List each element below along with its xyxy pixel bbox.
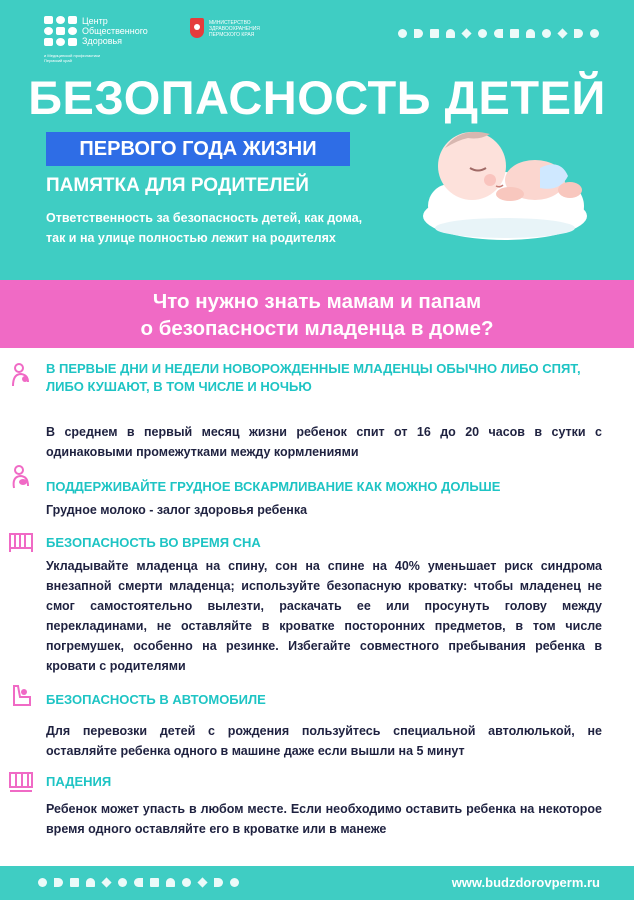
section-body: Ребенок может упасть в любом месте. Если необходимо оставить ребенка на некоторое время одного оставляйте его в кроватке или в манеже [46, 802, 602, 836]
header [0, 0, 634, 280]
subtitle-badge: ПЕРВОГО ГОДА ЖИЗНИ [46, 132, 350, 166]
crib-icon [8, 528, 34, 554]
section-heading: ПОДДЕРЖИВАЙТЕ ГРУДНОЕ ВСКАРМЛИВАНИЕ КАК МОЖНО ДОЛЬШЕ [46, 479, 501, 494]
section-heading: БЕЗОПАСНОСТЬ В АВТОМОБИЛЕ [46, 692, 266, 707]
car-seat-icon [8, 683, 34, 709]
section-body: В среднем в первый месяц жизни ребенок спит от 16 до 20 часов в сутки с одинаковыми промежутками между кормлениями [46, 425, 602, 459]
org-logo-icon [44, 16, 78, 46]
decor-pattern-top [398, 29, 599, 38]
footer [0, 866, 634, 900]
question-banner [0, 280, 634, 348]
org-subtitle: и Медицинской профилактики Пермский край [44, 53, 101, 63]
decor-pattern-bottom [38, 878, 239, 887]
section-heading: БЕЗОПАСНОСТЬ ВО ВРЕМЯ СНА [46, 535, 261, 550]
falling-icon [8, 769, 34, 795]
mother-baby-icon [8, 362, 34, 388]
section-body: Грудное молоко - залог здоровья ребенка [46, 503, 308, 517]
section-heading: В ПЕРВЫЕ ДНИ И НЕДЕЛИ НОВОРОЖДЕННЫЕ МЛАДЕНЦЫ ОБЫЧНО ЛИБО СПЯТ, ЛИБО КУШАЮТ, В ТОМ ЧИСЛЕ И НОЧЬЮ [46, 361, 581, 394]
sleeping-baby-illustration [410, 118, 600, 248]
crest-icon [190, 18, 204, 38]
section-heading: ПАДЕНИЯ [46, 774, 112, 789]
website-link[interactable]: www.budzdorovperm.ru [451, 875, 600, 890]
org-name: Центр Общественного Здоровья [82, 16, 148, 46]
section-body: Укладывайте младенца на спину, сон на спине на 40% уменьшает риск синдрома внезапной смерти младенца; используйте безопасную кроватку: чтобы младенец не смог самостоятельно вылезти, раскачать ее или просунуть голову между перекладинами, не оставляйте в кроватке посторонних предметов, в том числе погремушек, особенно на резинке. Избегайте совместного пребывания ребенка в кровати с родителями [46, 559, 602, 673]
ministry-name: МИНИСТЕРСТВО ЗДРАВООХРАНЕНИЯ ПЕРМСКОГО КРАЯ [209, 20, 260, 38]
banner-line-1: Что нужно знать мамам и папам [152, 290, 482, 313]
main-title: БЕЗОПАСНОСТЬ ДЕТЕЙ [28, 71, 606, 124]
memo-title: ПАМЯТКА ДЛЯ РОДИТЕЛЕЙ [46, 175, 309, 196]
section-body: Для перевозки детей с рождения пользуйтесь специальной автолюлькой, не оставляйте ребенка одного в машине даже если вышли на 5 минут [46, 724, 602, 758]
banner-line-2: о безопасности младенца в доме? [140, 317, 494, 340]
breastfeeding-icon [8, 464, 34, 490]
intro-text: Ответственность за безопасность детей, как дома, так и на улице полностью лежит на родителях [46, 211, 363, 245]
